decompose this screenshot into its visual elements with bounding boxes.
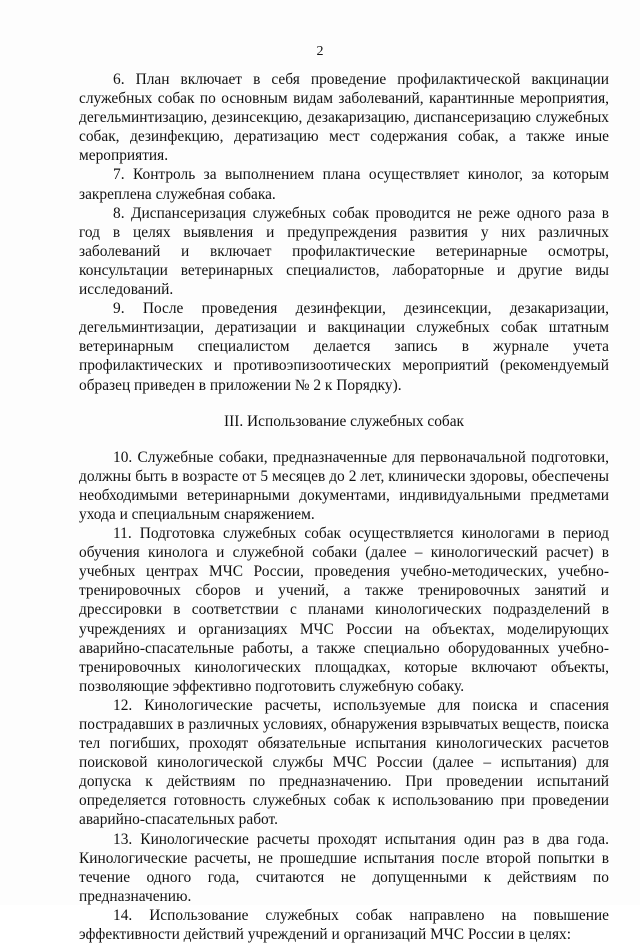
document-body: [79, 70, 609, 944]
paragraph-10: 10. Служебные собаки, предназначенные для первоначальной подготовки, должны быть в возрасте от 5 месяцев до 2 лет, клинически здоровы, обеспечены необходимыми ветеринарными документами, индивидуальными предметами ухода и специальным снаряжением.: [79, 448, 609, 523]
paragraph-7: 7. Контроль за выполнением плана осуществляет кинолог, за которым закреплена служебная собака.: [79, 166, 609, 203]
paragraph-6: 6. План включает в себя проведение профилактической вакцинации служебных собак по основным видам заболеваний, карантинные мероприятия, дегельминтизацию, дезинсекцию, дезакаризацию, диспансеризацию служебных собак, дезинфекцию, дератизацию мест содержания собак, а также иные мероприятия.: [79, 71, 609, 165]
paragraph-8: 8. Диспансеризация служебных собак проводится не реже одного раза в год в целях выявления и предупреждения развития у них различных заболеваний и включает профилактические ветеринарные осмотры, консультации ветеринарных специалистов, лабораторные и другие виды исследований.: [79, 204, 609, 299]
paragraph-13: 13. Кинологические расчеты проходят испытания один раз в два года. Кинологические расчеты, не прошедшие испытания после второй попытки в течение одного года, считаются не допущенными к действиям по предназначению.: [79, 830, 609, 905]
paragraph-11: 11. Подготовка служебных собак осуществляется кинологами в период обучения кинолога и служебной собаки (далее – кинологический расчет) в учебных центрах МЧС России, проведения учебно-методических, учебно-тренировочных сборов и учений, а также тренировочных занятий и дрессировки в соответствии с планами кинологических подразделений в учреждениях и организациях МЧС России на объектах, моделирующих аварийно-спасательные работы, а также специально оборудованных учебно-тренировочных кинологических площадках, которые включают объекты, позволяющие эффективно подготовить служебную собаку.: [79, 525, 609, 695]
page-number: 2: [316, 44, 324, 59]
paragraph-12: 12. Кинологические расчеты, используемые для поиска и спасения пострадавших в различных условиях, обнаружения взрывчатых веществ, поиска тел погибших, проходят обязательные испытания кинологических расчетов поисковой кинологической службы МЧС России (далее – испытания) для допуска к действиям по предназначению. При проведении испытаний определяется готовность служебных собак к использованию при проведении аварийно-спасательных работ.: [79, 696, 609, 829]
paragraph-9: 9. После проведения дезинфекции, дезинсекции, дезакаризации, дегельминтизации, дератизации и вакцинации служебных собак штатным ветеринарным специалистом делается запись в журнале учета профилактических и противоэпизоотических мероприятий (рекомендуемый образец приведен в приложении № 2 к Порядку).: [79, 300, 609, 394]
section-heading: III. Использование служебных собак: [223, 412, 465, 430]
paragraph-14: 14. Использование служебных собак направлено на повышение эффективности действий учреждений и организаций МЧС России в целях:: [79, 906, 609, 944]
